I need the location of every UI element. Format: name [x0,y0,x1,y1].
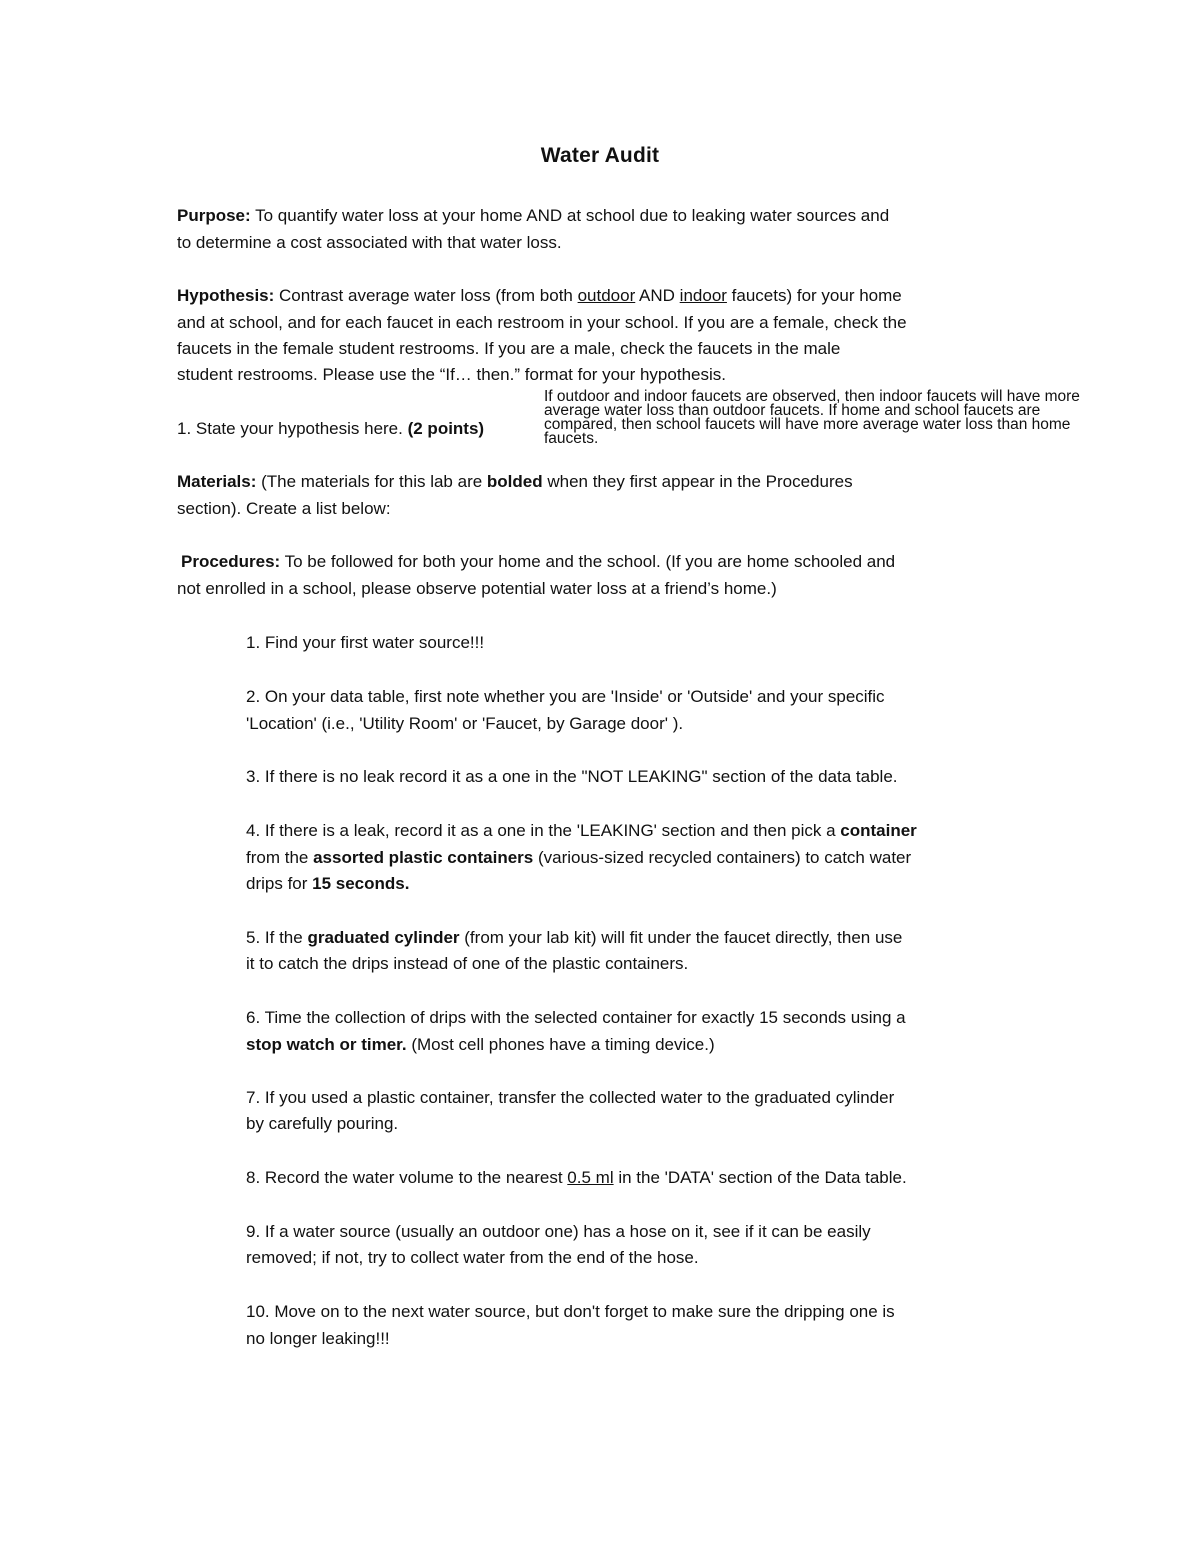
procedures-label: Procedures: [181,552,281,571]
page-title: Water Audit [540,144,660,167]
hypothesis-answer [544,390,1174,446]
hypothesis-line-2: and at school, and for each faucet in each restroom in your school. If you are a female, check the [177,313,907,332]
purpose-label: Purpose: [177,206,251,225]
hypothesis-label: Hypothesis: [177,286,275,305]
material-stop-watch: stop watch or timer. [246,1035,407,1054]
answer-line-3: compared, then school faucets will have more average water loss than home [544,416,1071,433]
step-4-line-3: drips for 15 seconds. [246,874,410,893]
materials-label: Materials: [177,472,257,491]
step-4-line-2: from the assorted plastic containers (various-sized recycled containers) to catch water [246,848,912,867]
answer-line-2: average water loss than outdoor faucets. If home and school faucets are [544,402,1041,419]
procedures-line-2: not enrolled in a school, please observe potential water loss at a friend’s home.) [177,579,777,598]
procedures-line-1: Procedures: To be followed for both your home and the school. (If you are home schooled and [181,552,896,571]
outdoor-underlined: outdoor [577,286,636,305]
materials-line-2: section). Create a list below: [177,499,391,518]
question-1-text: 1. State your hypothesis here. [177,419,408,438]
step-5-line-1: 5. If the graduated cylinder (from your lab kit) will fit under the faucet directly, then use [246,928,903,947]
indoor-underlined: indoor [679,286,727,305]
purpose-line-2: to determine a cost associated with that water loss. [177,233,562,252]
step-1: 1. Find your first water source!!! [246,633,485,652]
materials-line-1: Materials: (The materials for this lab are bolded when they first appear in the Procedures [177,472,853,491]
measurement-underlined: 0.5 ml [567,1168,614,1187]
step-10-line-2: no longer leaking!!! [246,1329,390,1348]
material-container: container [840,821,917,840]
bolded-word: bolded [486,472,543,491]
step-9-line-1: 9. If a water source (usually an outdoor one) has a hose on it, see if it can be easily [246,1222,871,1241]
answer-line-1: If outdoor and indoor faucets are observed, then indoor faucets will have more [544,388,1080,405]
step-7-line-1: 7. If you used a plastic container, transfer the collected water to the graduated cylinder [246,1088,895,1107]
hypothesis-line-3: faucets in the female student restrooms. If you are a male, check the faucets in the male [177,339,841,358]
step-4-line-1: 4. If there is a leak, record it as a one in the 'LEAKING' section and then pick a container [246,821,917,840]
step-2-line-2: 'Location' (i.e., 'Utility Room' or 'Faucet, by Garage door' ). [246,714,684,733]
step-6-line-1: 6. Time the collection of drips with the selected container for exactly 15 seconds using a [246,1008,906,1027]
step-5-line-2: it to catch the drips instead of one of the plastic containers. [246,954,689,973]
hypothesis-line-1: Hypothesis: Contrast average water loss (from both outdoor AND indoor faucets) for your home [177,286,902,305]
step-8: 8. Record the water volume to the nearest 0.5 ml in the 'DATA' section of the Data table. [246,1168,907,1187]
step-6-line-2: stop watch or timer. (Most cell phones have a timing device.) [246,1035,715,1054]
material-15-seconds: 15 seconds. [312,874,410,893]
step-2-line-1: 2. On your data table, first note whether you are 'Inside' or 'Outside' and your specific [246,687,885,706]
step-9-line-2: removed; if not, try to collect water from the end of the hose. [246,1248,699,1267]
material-assorted-plastic-containers: assorted plastic containers [313,848,534,867]
purpose-line-1 [177,203,1037,230]
hypothesis-line-4: student restrooms. Please use the “If… then.” format for your hypothesis. [177,365,726,384]
step-7-line-2: by carefully pouring. [246,1114,399,1133]
step-3: 3. If there is no leak record it as a one in the "NOT LEAKING" section of the data table. [246,767,898,786]
question-1-points: (2 points) [407,419,485,438]
answer-line-4: faucets. [544,430,599,447]
step-10-line-1: 10. Move on to the next water source, but don't forget to make sure the dripping one is [246,1302,895,1321]
material-graduated-cylinder: graduated cylinder [307,928,460,947]
purpose-text: To quantify water loss at your home AND at school due to leaking water sources and [250,206,890,225]
